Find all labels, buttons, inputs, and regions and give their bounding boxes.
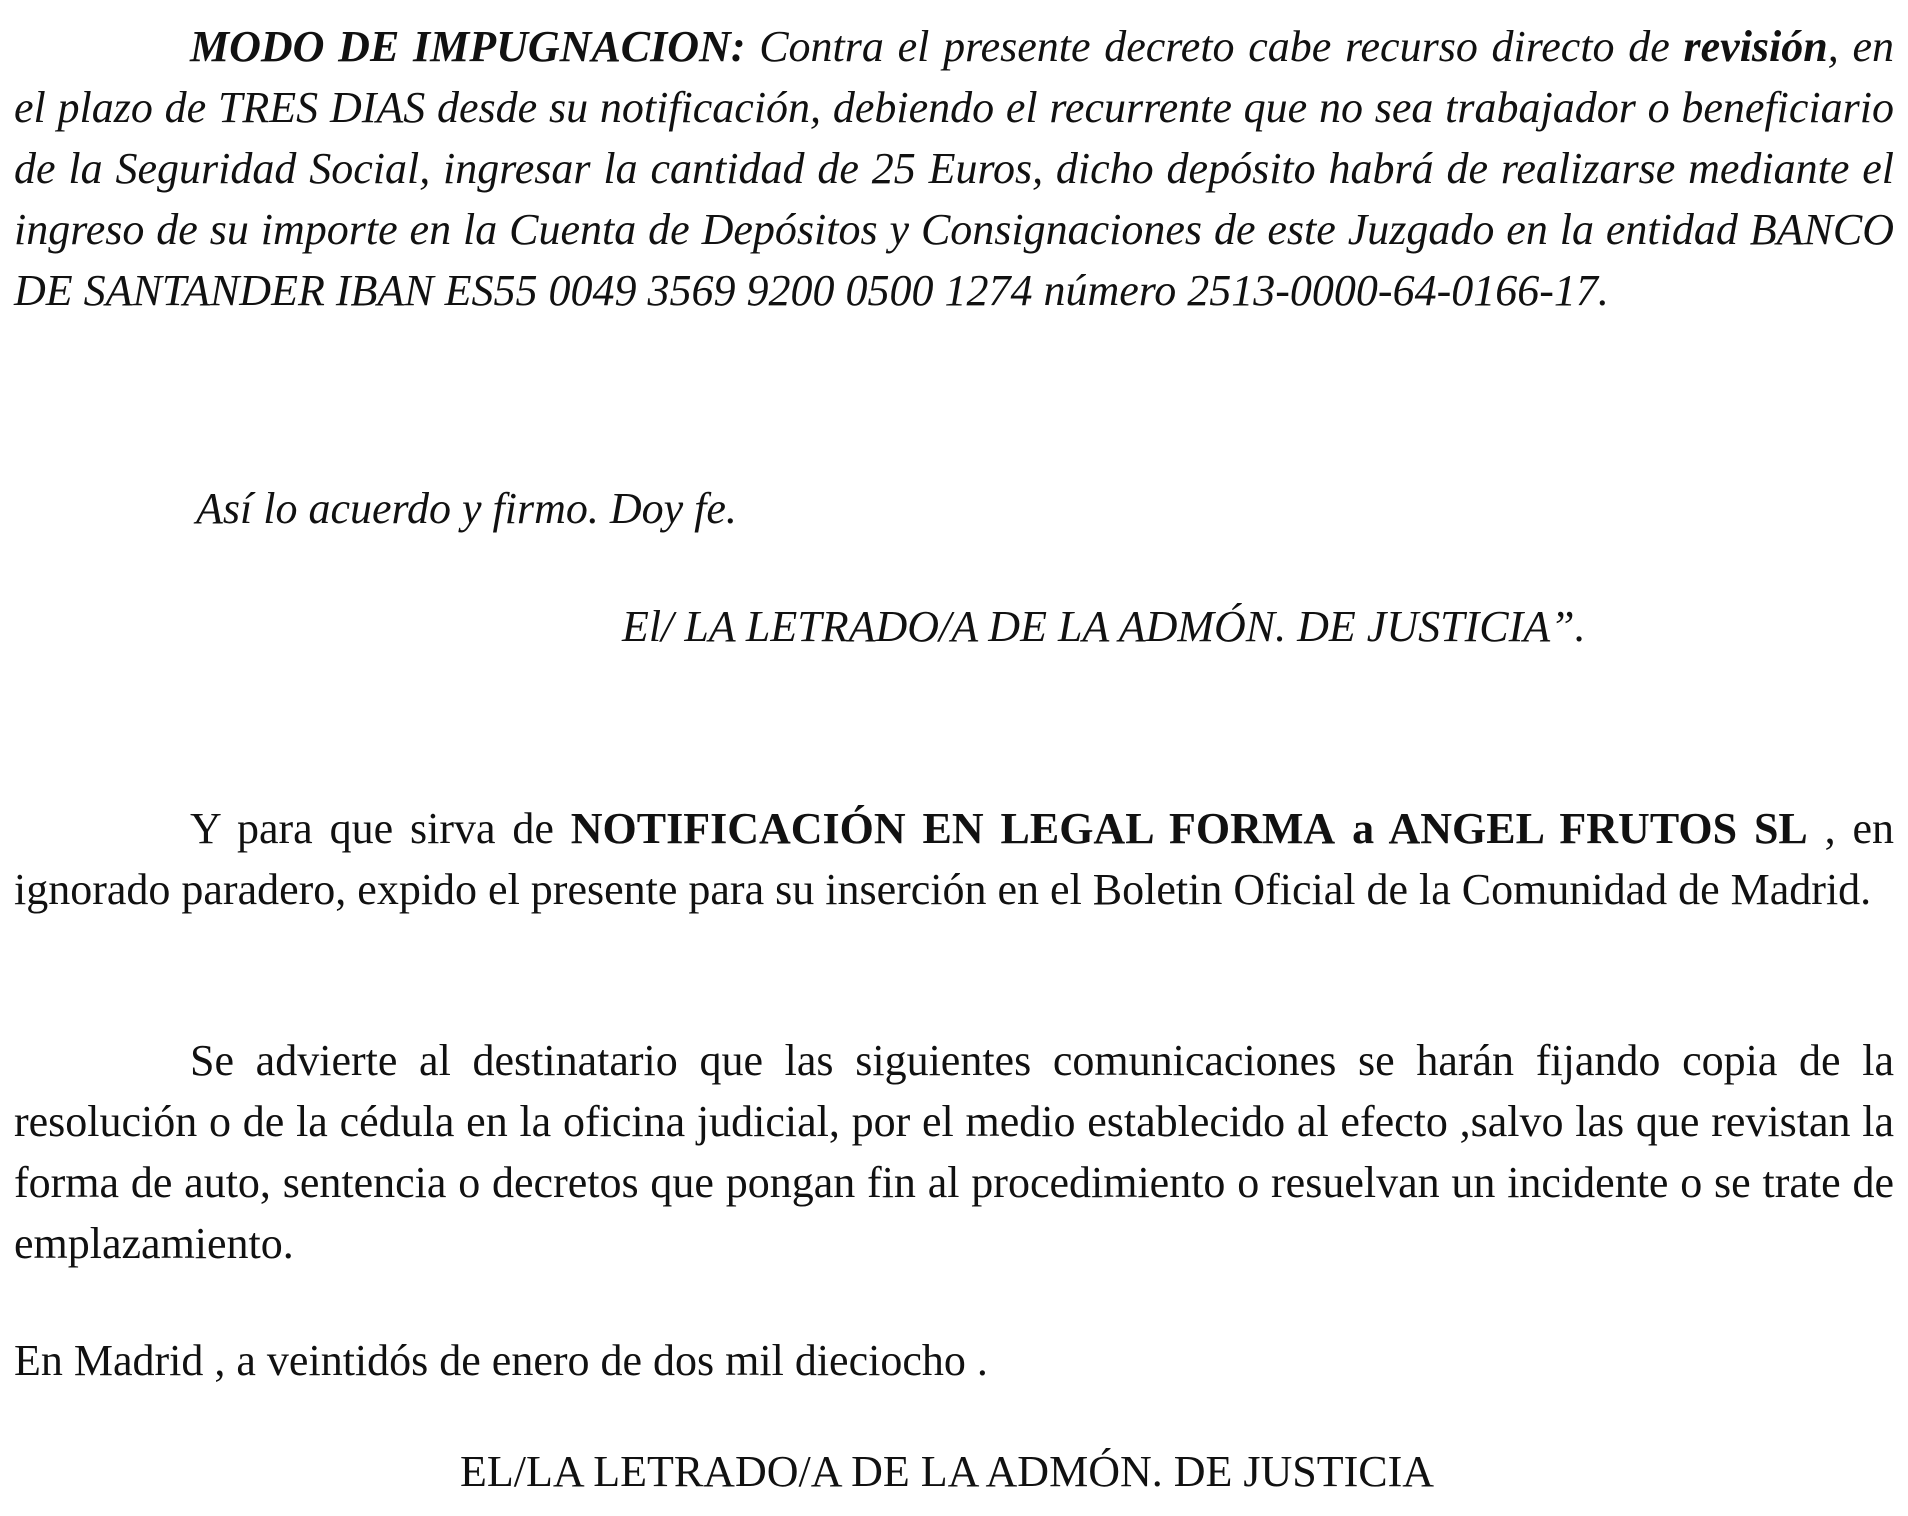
notificacion-paragraph bbox=[14, 798, 1894, 920]
revision-word: revisión bbox=[1683, 22, 1828, 71]
notificacion-text-3: , en ignorado paradero, expido el presente para su inserción en el Boletin Oficial de la Comunidad de Madrid. bbox=[14, 804, 1895, 914]
impugnacion-paragraph bbox=[14, 16, 1894, 321]
notificacion-bold-1: NOTIFICACIÓN EN LEGAL FORMA bbox=[570, 804, 1336, 853]
notificacion-text-2 bbox=[1335, 804, 1352, 853]
acuerdo-line: Así lo acuerdo y firmo. Doy fe. bbox=[196, 484, 737, 533]
impugnacion-text-1: Contra el presente decreto cabe recurso directo de bbox=[745, 22, 1684, 71]
signature-italic-line: El/ LA LETRADO/A DE LA ADMÓN. DE JUSTICIA”. bbox=[622, 602, 1586, 651]
notificacion-text-1: Y para que sirva de bbox=[190, 804, 571, 853]
signature-line: EL/LA LETRADO/A DE LA ADMÓN. DE JUSTICIA bbox=[460, 1447, 1435, 1496]
document-page bbox=[14, 0, 1894, 1516]
impugnacion-text-2: , en el plazo de TRES DIAS desde su notificación, debiendo el recurrente que no sea trabajador o beneficiario de la Seguridad Social, ingresar la cantidad de 25 Euros, dicho depósito habrá de realizarse mediante el ingreso de su importe en la Cuenta de Depósitos y Consignaciones de este Juzgado en la entidad BANCO DE SANTANDER IBAN ES55 0049 3569 9200 0500 1274 número 2513-0000-64-0166-17. bbox=[14, 22, 1894, 315]
advierte-paragraph: Se advierte al destinatario que las siguientes comunicaciones se harán fijando copia de la resolución o de la cédula en la oficina judicial, por el medio establecido al efecto ,salvo las que revistan la forma de auto, sentencia o decretos que pongan fin al procedimiento o resuelvan un incidente o se trate de emplazamiento. bbox=[14, 1036, 1894, 1268]
notificacion-recipient: a ANGEL FRUTOS SL bbox=[1352, 804, 1808, 853]
impugnacion-heading: MODO DE IMPUGNACION: bbox=[190, 22, 746, 71]
date-line: En Madrid , a veintidós de enero de dos mil dieciocho . bbox=[14, 1336, 988, 1385]
